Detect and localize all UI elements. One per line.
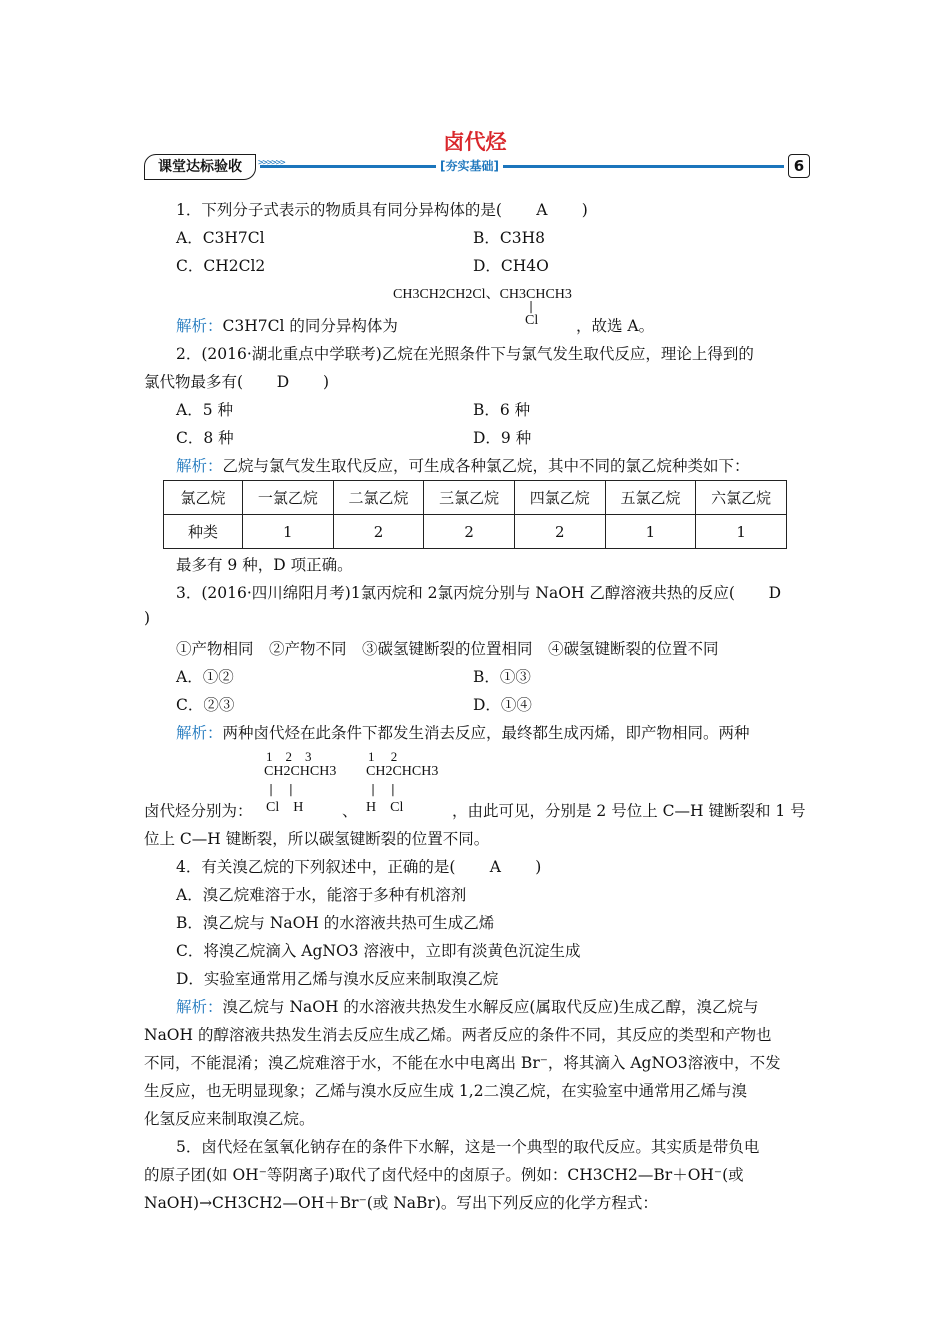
- q3-analysis-line3: 位上 C—H 键断裂，所以碳氢键断裂的位置不同。: [144, 830, 490, 848]
- q4-analysis-line2: NaOH 的醇溶液共热发生消去反应生成乙烯。两者反应的条件不同，其反应的类型和产物也: [144, 1026, 772, 1044]
- table-cell: 一氯乙烷: [243, 481, 334, 515]
- q3-stem-line1: 3．(2016·四川绵阳月考)1氯丙烷和 2氯丙烷分别与 NaOH 乙醇溶液共热的反应( D: [176, 581, 810, 603]
- q2-conclusion: 最多有 9 种，D 项正确。: [176, 556, 353, 574]
- q1-formula-cl: Cl: [525, 313, 539, 328]
- table-cell: 四氯乙烷: [514, 481, 605, 515]
- q4-analysis-line1: 解析：溴乙烷与 NaOH 的水溶液共热发生水解反应(属取代反应)生成乙醇，溴乙烷与: [176, 998, 759, 1016]
- page-title: 卤代烃: [443, 130, 507, 154]
- analysis-label: 解析：: [176, 457, 223, 475]
- analysis-label: 解析：: [176, 724, 223, 742]
- q3-option-c: C．②③: [176, 696, 235, 714]
- q2-option-d: D．9 种: [473, 429, 532, 447]
- q1-answer: A: [536, 201, 548, 219]
- q3-stem-line2: ): [144, 609, 151, 627]
- struct2-bonds: | |: [371, 782, 395, 796]
- q1-option-d: D．CH4O: [473, 257, 549, 275]
- table-cell: 1: [243, 515, 334, 549]
- q2-option-c: C．8 种: [176, 429, 234, 447]
- q2-analysis: 解析：乙烷与氯气发生取代反应，可生成各种氯乙烷，其中不同的氯乙烷种类如下：: [176, 457, 750, 475]
- q2-stem-line2: 氯代物最多有( D ): [144, 373, 329, 391]
- table-cell: 六氯乙烷: [696, 481, 787, 515]
- q3-answer: D: [768, 584, 782, 602]
- q2-stem-line1: 2．(2016·湖北重点中学联考)乙烷在光照条件下与氯气发生取代反应，理论上得到的: [176, 345, 754, 363]
- q3-analysis-line2a: 卤代烃分别为：: [144, 802, 253, 820]
- table-cell: 2: [514, 515, 605, 549]
- page-number-badge: 6: [788, 154, 810, 178]
- q1-option-c: C．CH2Cl2: [176, 257, 266, 275]
- struct2-numbers: 1 2: [368, 749, 398, 764]
- q1-option-a: A．C3H7Cl: [176, 229, 265, 247]
- q1-formula-main: CH3CH2CH2Cl、CH3CHCH3: [393, 287, 572, 302]
- struct1-bonds: | |: [269, 782, 293, 796]
- q1-stem: 1．下列分子式表示的物质具有同分异构体的是( A ): [176, 201, 588, 219]
- q1-analysis-end: ，故选 A。: [576, 317, 655, 335]
- table-cell: 三氯乙烷: [424, 481, 515, 515]
- table-cell: 1: [605, 515, 696, 549]
- struct2-chain: CH2CHCH3: [366, 764, 439, 779]
- chevron-arrows-icon: >>>>>>: [258, 158, 285, 168]
- struct2-substituents: H Cl: [366, 800, 404, 815]
- q2-option-a: A．5 种: [176, 401, 233, 419]
- q3-option-d: D．①④: [473, 696, 532, 714]
- q1-formula-bond: |: [529, 299, 534, 313]
- q1-option-b: B．C3H8: [473, 229, 545, 247]
- table-row: [164, 515, 787, 549]
- analysis-label: 解析：: [176, 317, 223, 335]
- q4-option-b: B．溴乙烷与 NaOH 的水溶液共热可生成乙烯: [176, 914, 495, 932]
- q4-stem: 4．有关溴乙烷的下列叙述中，正确的是( A ): [176, 858, 542, 876]
- table-cell: 2: [424, 515, 515, 549]
- table-header-row: [164, 481, 787, 515]
- struct1-substituents: Cl H: [266, 800, 304, 815]
- table-cell: 五氯乙烷: [605, 481, 696, 515]
- table-cell: 氯乙烷: [164, 481, 243, 515]
- table-cell: 2: [333, 515, 424, 549]
- q3-analysis-line2b: ，由此可见，分别是 2 号位上 C—H 键断裂和 1 号: [452, 802, 806, 820]
- q5-line3: NaOH)→CH3CH2—OH＋Br⁻(或 NaBr)。写出下列反应的化学方程式：: [144, 1194, 658, 1212]
- banner-rule: [260, 165, 784, 168]
- section-banner: [144, 154, 810, 180]
- q5-line2: 的原子团(如 OH⁻等阴离子)取代了卤代烃中的卤原子。例如：CH3CH2—Br＋OH⁻(或: [144, 1166, 744, 1184]
- q4-option-c: C．将溴乙烷滴入 AgNO3 溶液中，立即有淡黄色沉淀生成: [176, 942, 581, 960]
- table-cell: 1: [696, 515, 787, 549]
- q3-option-b: B．①③: [473, 668, 531, 686]
- q4-option-d: D．实验室通常用乙烯与溴水反应来制取溴乙烷: [176, 970, 499, 988]
- q4-answer: A: [489, 858, 501, 876]
- q3-analysis-line1: 解析：两种卤代烃在此条件下都发生消去反应，最终都生成丙烯，即产物相同。两种: [176, 724, 750, 742]
- q3-option-a: A．①②: [176, 668, 234, 686]
- table-cell: 二氯乙烷: [333, 481, 424, 515]
- q2-answer: D: [276, 373, 290, 391]
- struct1-numbers: 1 2 3: [266, 749, 312, 764]
- q3-statements: ①产物相同 ②产物不同 ③碳氢键断裂的位置相同 ④碳氢键断裂的位置不同: [176, 640, 719, 658]
- chloroethane-table: [163, 480, 787, 549]
- q1-analysis: 解析：C3H7Cl 的同分异构体为: [176, 317, 398, 335]
- section-label: 课堂达标验收: [144, 154, 256, 180]
- q4-analysis-line4: 生反应，也无明显现象；乙烯与溴水反应生成 1,2二溴乙烷，在实验室中通常用乙烯与溴: [144, 1082, 748, 1100]
- q2-option-b: B．6 种: [473, 401, 531, 419]
- q4-analysis-line3: 不同，不能混淆；溴乙烷难溶于水，不能在水中电离出 Br⁻，将其滴入 AgNO3溶液中，不发: [144, 1054, 781, 1072]
- analysis-label: 解析：: [176, 998, 223, 1016]
- table-cell: 种类: [164, 515, 243, 549]
- q3-separator: 、: [342, 802, 358, 820]
- q4-option-a: A．溴乙烷难溶于水，能溶于多种有机溶剂: [176, 886, 467, 904]
- q5-line1: 5．卤代烃在氢氧化钠存在的条件下水解，这是一个典型的取代反应。其实质是带负电: [176, 1138, 760, 1156]
- struct1-chain: CH2CHCH3: [264, 764, 337, 779]
- q4-analysis-line5: 化氢反应来制取溴乙烷。: [144, 1110, 315, 1128]
- section-tag: [夯实基础]: [436, 157, 503, 175]
